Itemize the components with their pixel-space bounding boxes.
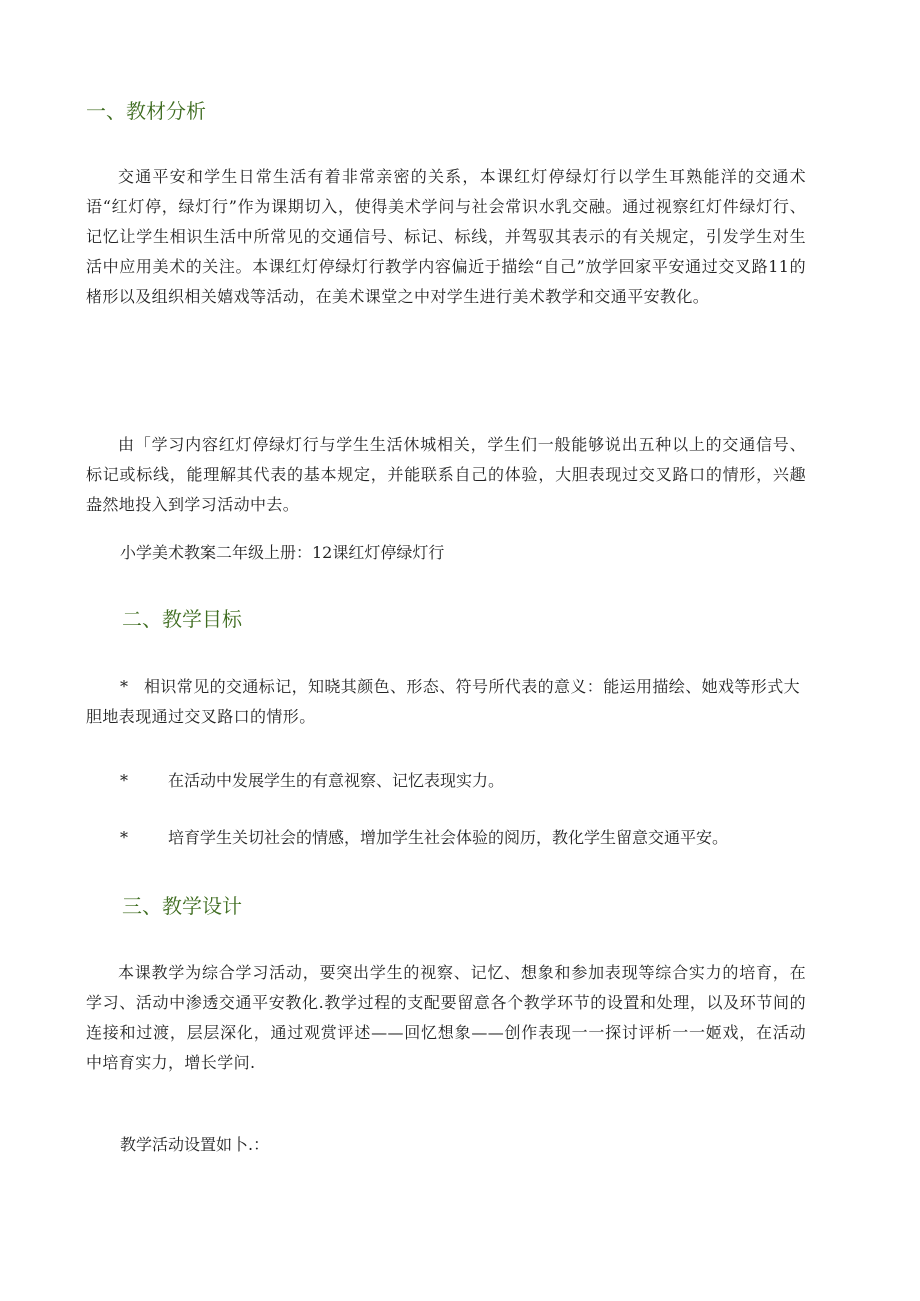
section-heading-1: 一、教材分析 bbox=[86, 99, 206, 123]
section-heading-3: 三、教学设计 bbox=[122, 894, 242, 918]
section-1-note: 小学美术教案二年级上册：12课红灯停绿灯行 bbox=[120, 543, 445, 562]
objective-text-1: 相识常见的交通标记，知晓其颜色、形态、符号所代表的意义：能运用描绘、她戏等形式大胆地表现通过交叉路口的情形。 bbox=[86, 677, 801, 726]
section-1-paragraph-2: 由「学习内容红灯停绿灯行与学生生活休城相关，学生们一般能够说出五种以上的交通信号、标记或标线，能理解其代表的基本规定，并能联系自己的体验，大胆表现过交叉路口的情形，兴趣盎然地投入到学习活动中去。 bbox=[86, 435, 806, 514]
objective-text-2: 在活动中发展学生的有意视察、记忆表现实力。 bbox=[168, 771, 505, 790]
objective-text-3: 培育学生关切社会的情感，增加学生社会体验的阅历，教化学生留意交通平安。 bbox=[168, 828, 729, 847]
objective-item-1 bbox=[86, 672, 806, 732]
bullet-star-icon: * bbox=[120, 771, 128, 790]
section-1-paragraph-1: 交通平安和学生日常生活有着非常亲密的关系，本课红灯停绿灯行以学生耳熟能洋的交通术语“红灯停，绿灯行”作为课期切入，使得美术学问与社会常识水乳交融。通过视察红灯件绿灯行、记忆让学生相识生活中所常见的交通信号、标记、标线，并驾驭其表示的有关规定，引发学生对生活中应用美术的关注。本课红灯停绿灯行教学内容偏近于描绘“自己”放学回家平安通过交叉路11的楮形以及组织相关嬉戏等活动，在美术课堂之中对学生进行美术教学和交通平安教化。 bbox=[86, 167, 806, 306]
objective-item-3 bbox=[120, 823, 728, 853]
bullet-star-icon: * bbox=[120, 677, 129, 696]
bullet-star-icon: * bbox=[120, 828, 128, 847]
section-3-note: 教学活动设置如卜.： bbox=[120, 1135, 270, 1154]
section-3-paragraph-1: 本课教学为综合学习活动，要突出学生的视察、记忆、想象和参加表现等综合实力的培育，在学习、活动中渗透交通平安教化.教学过程的支配要留意各个教学环节的设置和处理，以及环节间的连接和过渡，层层深化，通过观赏评述——回忆想象——创作表现一一探讨评析一一姬戏，在活动中培育实力，增长学问. bbox=[86, 963, 806, 1072]
section-heading-2: 二、教学目标 bbox=[122, 607, 242, 631]
objective-item-2 bbox=[120, 766, 504, 796]
